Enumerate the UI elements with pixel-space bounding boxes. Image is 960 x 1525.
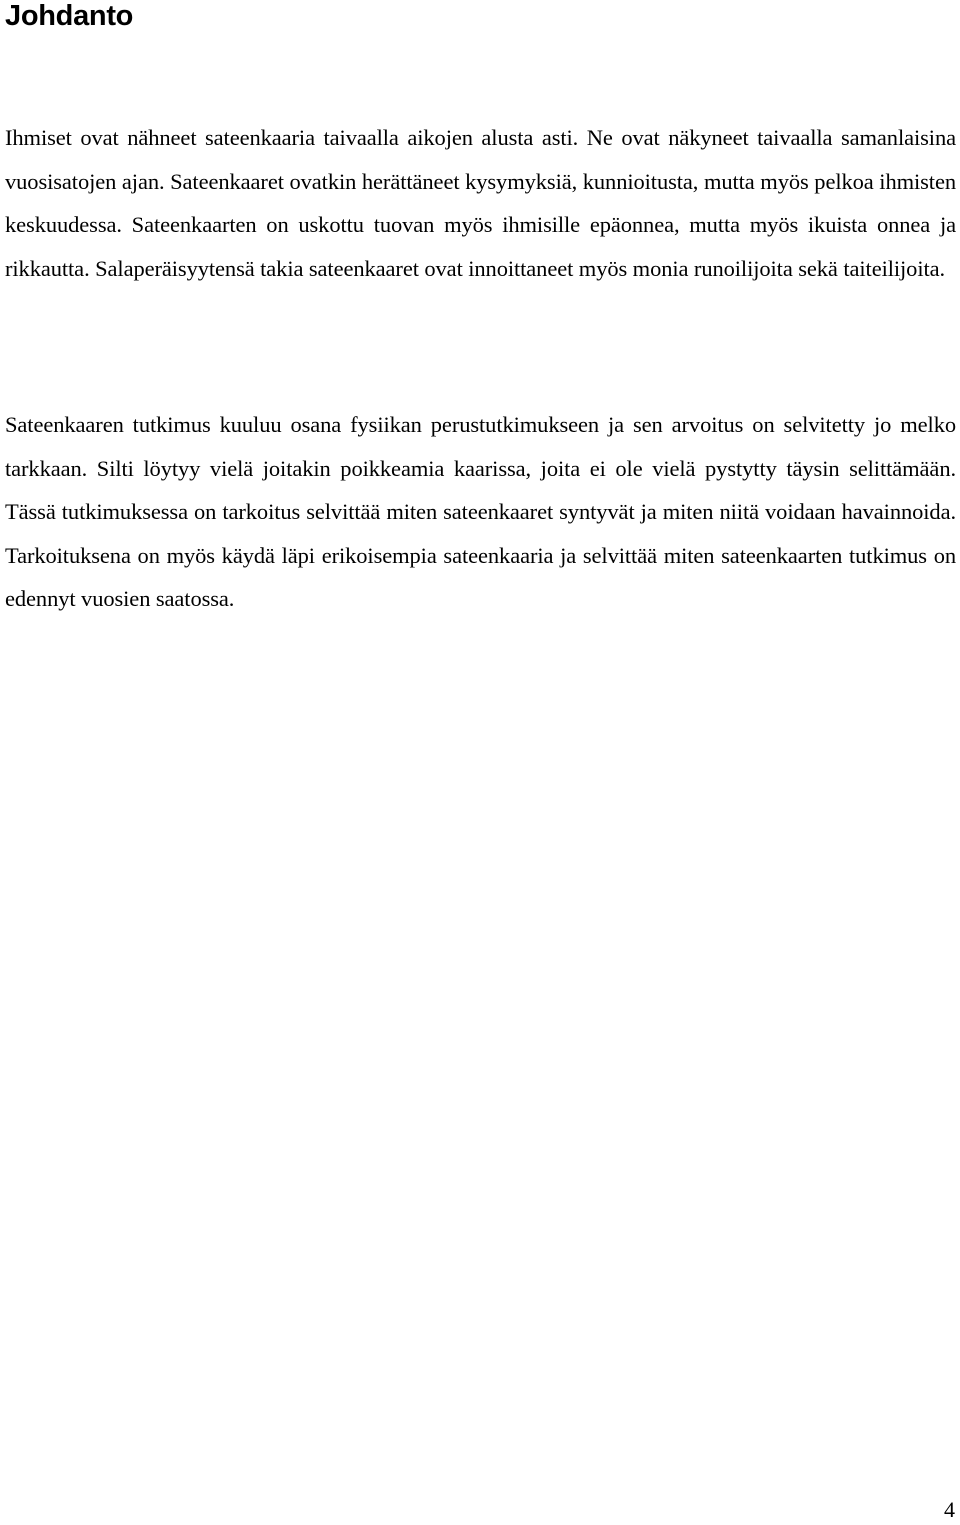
- paragraph-2: Sateenkaaren tutkimus kuuluu osana fysiikan perustutkimukseen ja sen arvoitus on selvitetty jo melko tarkkaan. Silti löytyy vielä joitakin poikkeamia kaarissa, joita ei ole vielä pystytty täysin selittämään. Tässä tutkimuksessa on tarkoitus selvittää miten sateenkaaret syntyvät ja miten niitä voidaan havainnoida. Tarkoituksena on myös käydä läpi erikoisempia sateenkaaria ja selvittää miten sateenkaarten tutkimus on edennyt vuosien saatossa.: [5, 412, 956, 612]
- section-heading: Johdanto: [5, 0, 134, 32]
- page-number: 4: [944, 1497, 955, 1522]
- paragraph-1: Ihmiset ovat nähneet sateenkaaria taivaalla aikojen alusta asti. Ne ovat näkyneet taivaalla samanlaisina vuosisatojen ajan. Sateenkaaret ovatkin herättäneet kysymyksiä, kunnioitusta, mutta myös pelkoa ihmisten keskuudessa. Sateenkaarten on uskottu tuovan myös ihmisille epäonnea, mutta myös ikuista onnea ja rikkautta. Salaperäisyytensä takia sateenkaaret ovat innoittaneet myös monia runoilijoita sekä taiteilijoita.: [5, 125, 956, 281]
